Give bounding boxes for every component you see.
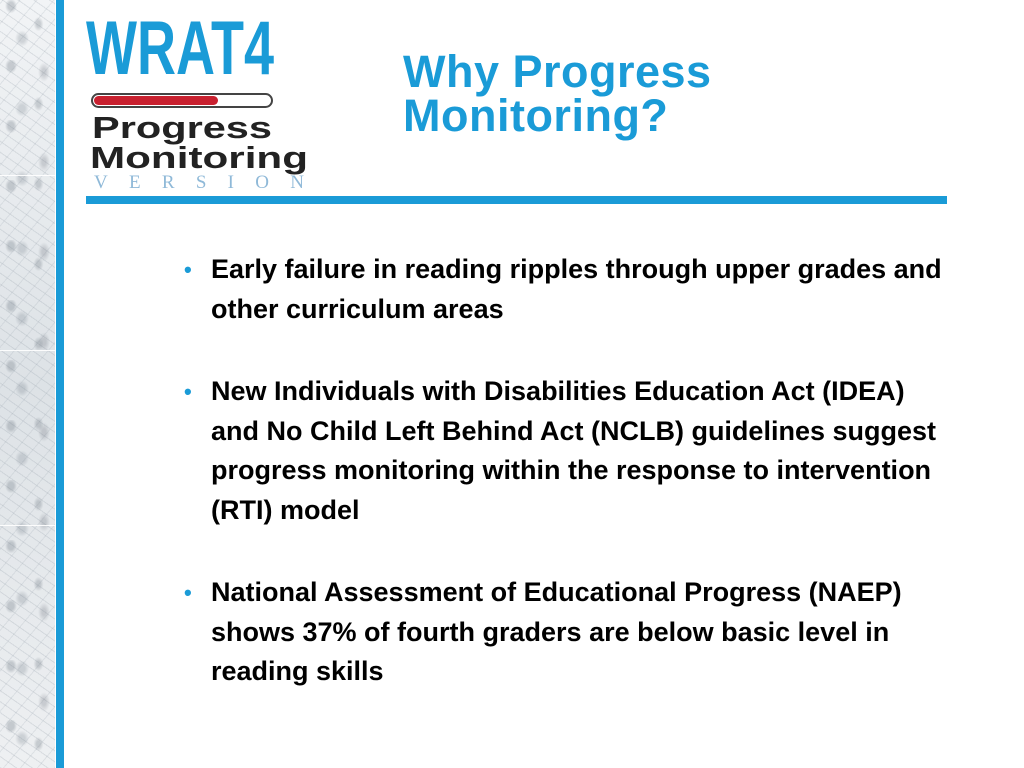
bullet-text: Early failure in reading ripples through upper grades and other curriculum areas <box>211 254 942 324</box>
logo-progress-fill <box>94 96 218 105</box>
wrat4-logo-graphic <box>86 6 316 193</box>
bullet-item <box>184 573 954 692</box>
marble-divider <box>0 350 55 351</box>
bullet-dot-icon: • <box>184 379 192 404</box>
marble-divider <box>0 525 55 526</box>
logo-line-monitoring: Monitoring <box>90 140 308 175</box>
bullet-item <box>184 372 954 530</box>
slide-title: Why Progress Monitoring? <box>403 46 712 141</box>
marble-texture-strip <box>0 0 55 768</box>
bullet-text: National Assessment of Educational Progress (NAEP) shows 37% of fourth graders are below basic level in reading skills <box>211 577 902 686</box>
title-underline-bar <box>86 196 947 204</box>
bullet-item <box>184 250 954 329</box>
bullet-text: New Individuals with Disabilities Education Act (IDEA) and No Child Left Behind Act (NCLB) guidelines suggest progress monitoring within the response to intervention (RTI) model <box>211 376 936 525</box>
bullet-dot-icon: • <box>184 580 192 605</box>
logo-brand-text: WRAT4 <box>86 6 274 91</box>
wrat4-logo <box>86 6 316 193</box>
logo-line-version: VERSION <box>94 172 308 193</box>
vertical-accent-bar <box>56 0 64 768</box>
marble-divider <box>0 175 55 176</box>
bullet-list <box>184 250 954 735</box>
bullet-dot-icon: • <box>184 257 192 282</box>
logo-line-progress: Progress <box>92 110 272 145</box>
